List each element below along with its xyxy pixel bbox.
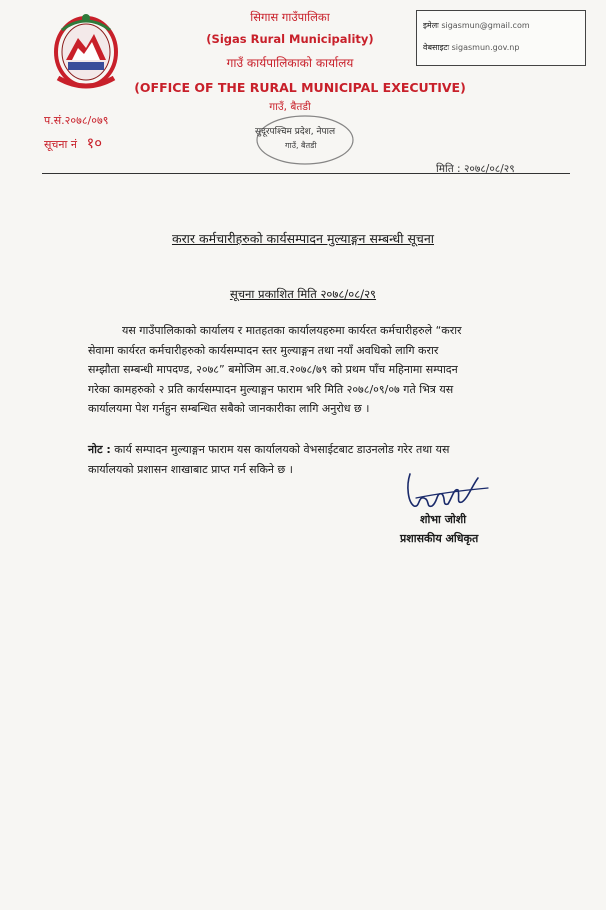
body-line: सम्झौता सम्बन्धी मापदण्ड, २०७८” बमोजिम आ.व.२०७८/७९ को प्रथम पाँच महिनामा सम्पादन — [88, 363, 458, 376]
nepal-emblem-logo — [48, 8, 124, 92]
body-line: गरेका कामहरुको २ प्रति कार्यसम्पादन मुल्याङ्गन फाराम भरि मिति २०७८/०९/०७ गते भित्र यस — [88, 382, 454, 396]
contact-box — [416, 10, 586, 66]
notice-number — [44, 133, 102, 153]
note-text: कार्य सम्पादन मुल्याङ्गन फाराम यस कार्यालयको वेभसाईटबाट डाउनलोड गरेर तथा यस — [114, 443, 450, 456]
email-label: इमेलः — [423, 21, 439, 30]
municipality-name-en: (Sigas Rural Municipality) — [206, 32, 374, 46]
website-row — [423, 42, 519, 53]
website-value: sigasmun.gov.np — [451, 43, 520, 52]
office-stamp — [245, 100, 365, 170]
email-row — [423, 20, 530, 31]
note-label: नोट : — [88, 443, 111, 456]
signatory-designation: प्रशासकीय अधिकृत — [400, 532, 479, 545]
signatory-name: शोभा जोशी — [420, 513, 467, 526]
date-value: २०७८/०८/२९ — [463, 163, 515, 175]
website-label: वेबसाइटः — [423, 43, 450, 52]
body-line: यस गाउँपालिकाको कार्यालय र मातहतका कार्यालयहरुमा कार्यरत कर्मचारीहरुले “करार — [122, 324, 462, 337]
notice-body — [88, 321, 528, 419]
notice-number-value: १० — [86, 134, 103, 152]
date-label: मिति : — [436, 163, 461, 175]
municipality-name-np: सिगास गाउँपालिका — [250, 10, 330, 24]
stamp-text-2: गाउँ, बैतडी — [285, 141, 317, 150]
header-divider — [42, 173, 570, 174]
office-address: गाउँ, बैतडी — [269, 101, 311, 113]
fiscal-year-ref: प.सं.२०७८/०७९ — [44, 114, 109, 127]
body-line: सेवामा कार्यरत कर्मचारीहरुको कार्यसम्पादन स्तर मुल्याङ्गन तथा नयाँ अवधिको लागि करार — [88, 343, 439, 357]
stamp-text-1: सुदूरपश्चिम प्रदेश, नेपाल — [255, 127, 336, 137]
note-line: कार्यालयको प्रशासन शाखाबाट प्राप्त गर्न सकिने छ । — [88, 462, 293, 476]
notice-title: करार कर्मचारीहरुको कार्यसम्पादन मुल्याङ्गन सम्बन्धी सूचना — [171, 231, 435, 246]
office-name-np: गाउँ कार्यपालिकाको कार्यालय — [226, 56, 354, 70]
notice-number-label: सूचना नं — [44, 138, 77, 151]
email-value: sigasmun@gmail.com — [441, 21, 530, 30]
handwritten-signature — [396, 468, 496, 516]
note-line — [88, 440, 528, 460]
office-name-en: (OFFICE OF THE RURAL MUNICIPAL EXECUTIVE) — [134, 80, 466, 95]
body-line: कार्यालयमा पेश गर्नहुन सम्बन्धित सबैको जानकारीका लागि अनुरोध छ । — [88, 402, 370, 415]
publication-date: सूचना प्रकाशित मिति २०७८/०८/२९ — [229, 287, 377, 301]
